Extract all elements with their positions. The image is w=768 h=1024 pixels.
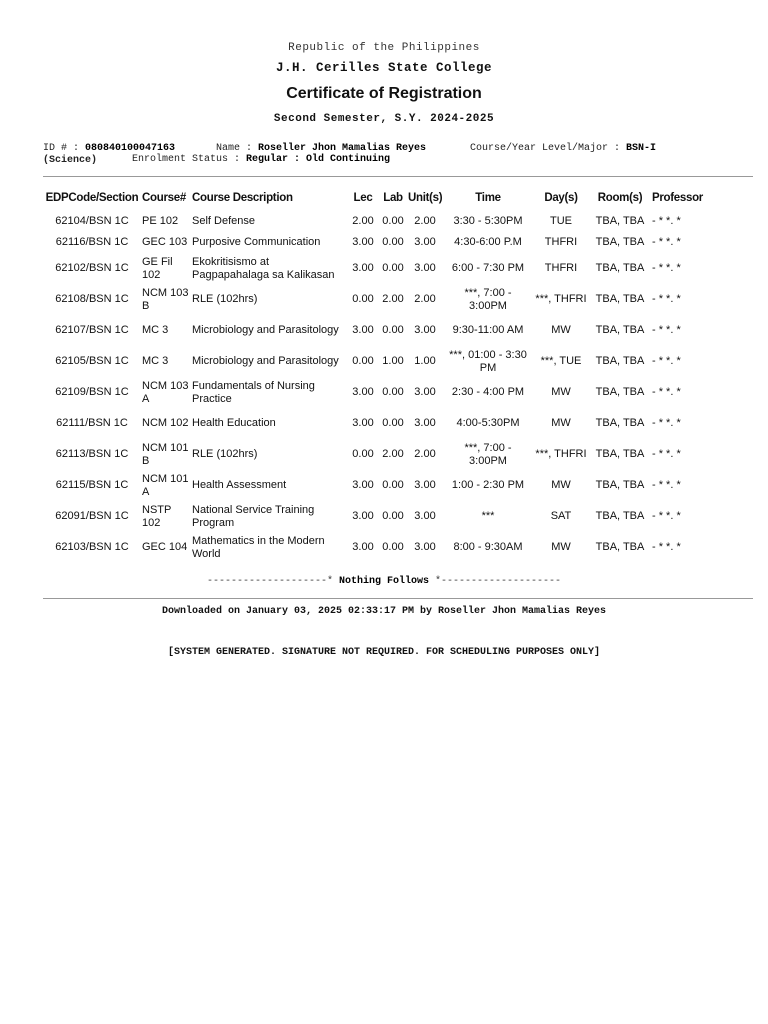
cell-days: TUE: [550, 215, 572, 227]
cell-professor: - * *. *: [652, 324, 681, 336]
cell-days: MW: [551, 541, 571, 553]
student-course: [470, 143, 656, 154]
nothing-follows-text: Nothing Follows: [338, 576, 429, 587]
cell-professor: - * *. *: [652, 541, 681, 553]
col-header-lec: Lec: [353, 192, 373, 204]
cell-lab: 0.00: [382, 324, 404, 336]
student-name-value: Roseller Jhon Mamalias Reyes: [258, 143, 427, 154]
table-row: [43, 377, 753, 408]
cell-edp: 62091/BSN 1C: [55, 510, 129, 522]
cell-lec: 3.00: [352, 386, 374, 398]
col-header-rooms: Room(s): [597, 192, 643, 204]
cell-lab: 1.00: [382, 355, 404, 367]
cell-rooms: TBA, TBA: [595, 417, 645, 429]
cell-edp: 62104/BSN 1C: [55, 215, 129, 227]
cell-lab: 0.00: [382, 262, 404, 274]
table-row: [43, 284, 753, 315]
student-id: [43, 143, 175, 154]
col-header-course: Course#: [142, 192, 186, 204]
cell-lec: 3.00: [352, 324, 374, 336]
col-header-edp: EDPCode/Section: [45, 192, 139, 204]
cell-professor: - * *. *: [652, 417, 681, 429]
student-name-label: Name :: [216, 143, 259, 154]
cell-lec: 0.00: [352, 448, 374, 460]
semester-label: Second Semester, S.Y. 2024-2025: [273, 113, 495, 125]
cell-days: MW: [551, 479, 571, 491]
cell-days: ***, THFRI: [535, 448, 587, 460]
cell-rooms: TBA, TBA: [595, 355, 645, 367]
table-row: [43, 232, 753, 253]
cell-professor: - * *. *: [652, 262, 681, 274]
cell-lec: 3.00: [352, 541, 374, 553]
cell-time: ***, 7:00 - 3:00PM: [464, 286, 512, 312]
table-row: [43, 532, 753, 563]
cell-lec: 3.00: [352, 236, 374, 248]
cell-time: 1:00 - 2:30 PM: [451, 479, 525, 491]
cell-lab: 0.00: [382, 479, 404, 491]
cell-units: 3.00: [414, 236, 436, 248]
divider-top: [43, 176, 753, 177]
enrolment-value: Regular : Old Continuing: [246, 154, 391, 165]
cell-time: ***: [481, 510, 495, 522]
enrolment-status: [132, 154, 390, 165]
cell-description: Self Defense: [192, 215, 255, 227]
table-row: [43, 501, 753, 532]
cell-lec: 3.00: [352, 417, 374, 429]
cell-time: 4:00-5:30PM: [456, 417, 520, 429]
table-row: [43, 211, 753, 232]
cell-edp: 62109/BSN 1C: [55, 386, 129, 398]
cell-lec: 3.00: [352, 510, 374, 522]
cell-course: GE Fil 102: [142, 255, 173, 281]
cell-lab: 2.00: [382, 448, 404, 460]
cell-course: MC 3: [142, 324, 169, 336]
cell-lec: 0.00: [352, 293, 374, 305]
cell-lab: 0.00: [382, 510, 404, 522]
cell-professor: - * *. *: [652, 448, 681, 460]
enrolment-label: Enrolment Status :: [132, 154, 247, 165]
cell-course: GEC 103: [142, 236, 188, 248]
cell-description: Fundamentals of Nursing Practice: [192, 379, 315, 405]
cell-rooms: TBA, TBA: [595, 215, 645, 227]
cell-professor: - * *. *: [652, 355, 681, 367]
schedule-table: [43, 185, 753, 563]
cell-days: MW: [551, 417, 571, 429]
cell-time: 2:30 - 4:00 PM: [451, 386, 525, 398]
table-row: [43, 408, 753, 439]
cell-professor: - * *. *: [652, 479, 681, 491]
cell-professor: - * *. *: [652, 236, 681, 248]
cell-units: 3.00: [414, 479, 436, 491]
table-row: [43, 470, 753, 501]
cell-course: NCM 103 A: [142, 379, 189, 405]
cell-lec: 2.00: [352, 215, 374, 227]
cell-professor: - * *. *: [652, 293, 681, 305]
table-row: [43, 253, 753, 284]
cell-days: ***, TUE: [540, 355, 582, 367]
cell-course: MC 3: [142, 355, 169, 367]
col-header-units: Unit(s): [408, 192, 443, 204]
cell-time: ***, 7:00 - 3:00PM: [464, 441, 512, 467]
cell-time: 6:00 - 7:30 PM: [451, 262, 525, 274]
nothing-follows-right-rule: *--------------------: [429, 576, 562, 587]
cell-rooms: TBA, TBA: [595, 386, 645, 398]
nothing-follows-line: [0, 576, 768, 587]
cell-days: SAT: [550, 510, 572, 522]
cell-description: National Service Training Program: [192, 503, 315, 529]
cell-edp: 62115/BSN 1C: [55, 479, 129, 491]
divider-bottom: [43, 598, 753, 599]
cell-edp: 62102/BSN 1C: [55, 262, 129, 274]
cell-time: 4:30-6:00 P.M: [454, 236, 522, 248]
cell-time: 8:00 - 9:30AM: [453, 541, 523, 553]
cell-description: Health Assessment: [192, 479, 287, 491]
cell-professor: - * *. *: [652, 215, 681, 227]
cell-units: 2.00: [414, 293, 436, 305]
download-info: Downloaded on January 03, 2025 02:33:17 PM by Roseller Jhon Mamalias Reyes: [161, 606, 607, 617]
table-row: [43, 346, 753, 377]
cell-lab: 0.00: [382, 417, 404, 429]
cell-edp: 62116/BSN 1C: [55, 236, 129, 248]
student-id-value: 080840100047163: [85, 143, 176, 154]
table-row: [43, 439, 753, 470]
cell-time: 9:30-11:00 AM: [452, 324, 524, 336]
republic-heading: Republic of the Philippines: [288, 42, 480, 54]
cell-edp: 62107/BSN 1C: [55, 324, 129, 336]
cell-course: NCM 103 B: [142, 286, 189, 312]
cell-course: PE 102: [142, 215, 179, 227]
cell-days: THFRI: [544, 262, 578, 274]
nothing-follows-left-rule: --------------------*: [206, 576, 339, 587]
col-header-lab: Lab: [383, 192, 403, 204]
cell-lec: 3.00: [352, 479, 374, 491]
cell-description: RLE (102hrs): [192, 293, 258, 305]
cell-rooms: TBA, TBA: [595, 324, 645, 336]
system-notice: [SYSTEM GENERATED. SIGNATURE NOT REQUIRED. FOR SCHEDULING PURPOSES ONLY]: [167, 647, 601, 658]
table-header-row: [43, 185, 753, 211]
cell-edp: 62103/BSN 1C: [55, 541, 129, 553]
cell-lab: 0.00: [382, 236, 404, 248]
course-label: Course/Year Level/Major :: [470, 143, 627, 154]
cell-lab: 0.00: [382, 541, 404, 553]
college-name: J.H. Cerilles State College: [275, 61, 493, 75]
cell-course: NCM 101 B: [142, 441, 189, 467]
cell-rooms: TBA, TBA: [595, 293, 645, 305]
page-title: Certificate of Registration: [286, 85, 482, 102]
cell-time: ***, 01:00 - 3:30 PM: [449, 348, 527, 374]
cell-units: 2.00: [414, 448, 436, 460]
cell-units: 3.00: [414, 510, 436, 522]
cell-description: Ekokritisismo at Pagpapahalaga sa Kalikasan: [192, 255, 335, 281]
cell-course: NSTP 102: [142, 503, 172, 529]
cell-lec: 0.00: [352, 355, 374, 367]
cell-lab: 0.00: [382, 386, 404, 398]
cell-description: Mathematics in the Modern World: [192, 534, 325, 560]
cell-time: 3:30 - 5:30PM: [453, 215, 523, 227]
student-name: [216, 143, 426, 154]
cell-description: Microbiology and Parasitology: [192, 324, 339, 336]
col-header-description: Course Description: [192, 192, 293, 204]
cell-lab: 2.00: [382, 293, 404, 305]
cell-description: Health Education: [192, 417, 276, 429]
cell-edp: 62111/BSN 1C: [56, 417, 128, 429]
col-header-time: Time: [475, 192, 501, 204]
cell-rooms: TBA, TBA: [595, 236, 645, 248]
cell-course: NCM 101 A: [142, 472, 189, 498]
cell-rooms: TBA, TBA: [595, 510, 645, 522]
cell-professor: - * *. *: [652, 510, 681, 522]
cell-days: MW: [551, 324, 571, 336]
student-major: (Science): [43, 155, 98, 166]
cell-description: RLE (102hrs): [192, 448, 258, 460]
cell-units: 3.00: [414, 324, 436, 336]
cell-description: Microbiology and Parasitology: [192, 355, 339, 367]
student-id-label: ID # :: [43, 143, 86, 154]
col-header-professor: Professor: [652, 192, 703, 204]
cell-units: 2.00: [414, 215, 436, 227]
cell-days: MW: [551, 386, 571, 398]
cell-lab: 0.00: [382, 215, 404, 227]
cell-lec: 3.00: [352, 262, 374, 274]
cell-rooms: TBA, TBA: [595, 541, 645, 553]
cell-days: THFRI: [544, 236, 578, 248]
cell-units: 3.00: [414, 262, 436, 274]
table-row: [43, 315, 753, 346]
cell-units: 3.00: [414, 417, 436, 429]
cell-description: Purposive Communication: [192, 236, 321, 248]
cell-edp: 62105/BSN 1C: [55, 355, 129, 367]
cell-rooms: TBA, TBA: [595, 448, 645, 460]
course-value: BSN-I: [626, 143, 657, 154]
cell-edp: 62113/BSN 1C: [55, 448, 129, 460]
cell-edp: 62108/BSN 1C: [55, 293, 129, 305]
cell-units: 3.00: [414, 541, 436, 553]
cell-professor: - * *. *: [652, 386, 681, 398]
cell-rooms: TBA, TBA: [595, 479, 645, 491]
cell-units: 1.00: [414, 355, 436, 367]
cell-course: NCM 102: [142, 417, 189, 429]
cell-rooms: TBA, TBA: [595, 262, 645, 274]
col-header-days: Day(s): [544, 192, 578, 204]
cell-units: 3.00: [414, 386, 436, 398]
cell-course: GEC 104: [142, 541, 188, 553]
cell-days: ***, THFRI: [535, 293, 587, 305]
